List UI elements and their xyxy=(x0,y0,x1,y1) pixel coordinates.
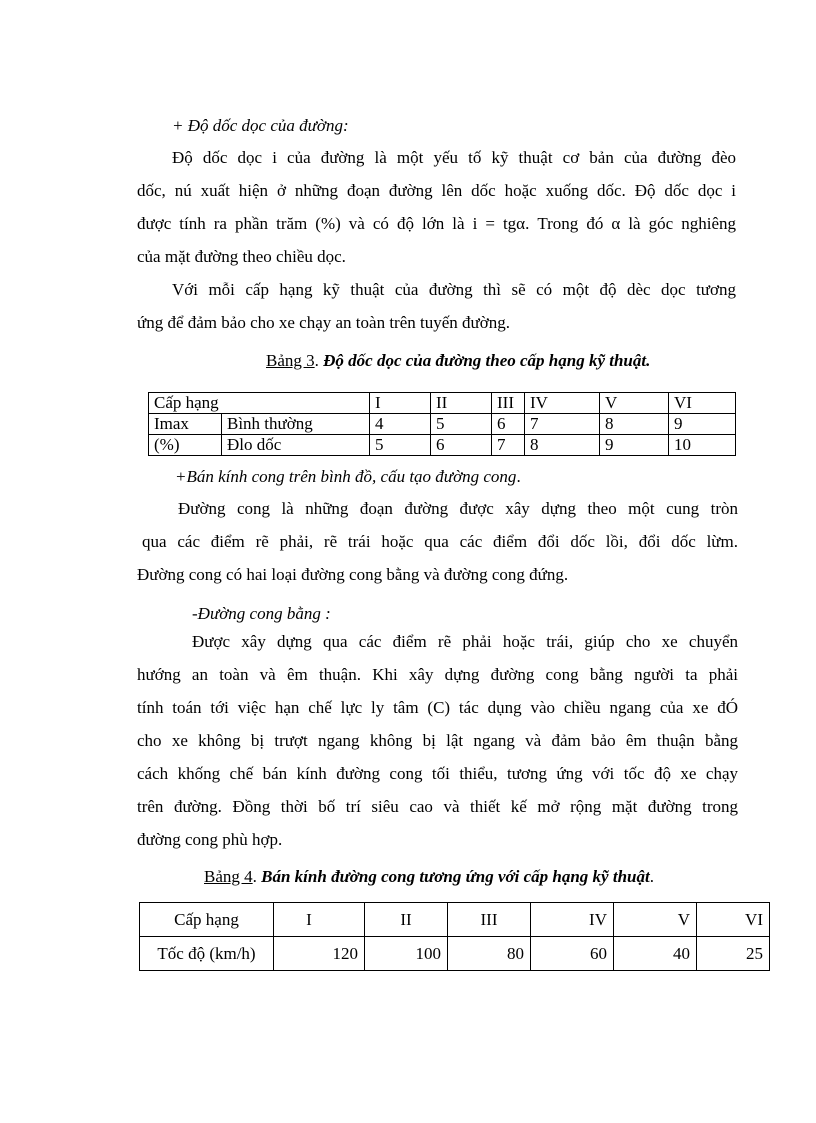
table-cell: 4 xyxy=(370,414,431,435)
paragraph-line: Với mỗi cấp hạng kỹ thuật của đường thì sẽ có một độ dèc dọc tương xyxy=(172,280,736,299)
table-header-cell: IV xyxy=(525,393,600,414)
table-row xyxy=(149,414,736,435)
table-cell: 60 xyxy=(531,937,614,971)
table-row xyxy=(149,435,736,456)
table-cell: 8 xyxy=(600,414,669,435)
table-cell: Đlo dốc xyxy=(222,435,370,456)
table-header-cell: III xyxy=(448,903,531,937)
table-cell: 6 xyxy=(431,435,492,456)
paragraph-line: qua các điểm rẽ phải, rẽ trái hoặc qua các điểm đổi dốc lồi, đổi dốc lừm. xyxy=(142,532,738,551)
paragraph-line: hướng an toàn và êm thuận. Khi xây dựng đường cong bằng người ta phải xyxy=(137,665,738,684)
section-heading-slope: + Độ dốc dọc của đường: xyxy=(172,116,349,135)
table-slope-by-grade xyxy=(148,392,736,456)
sub-heading-horizontal-curve: -Đường cong bằng : xyxy=(192,604,331,623)
paragraph-line: cách khống chế bán kính đường cong tối thiểu, tương ứng với tốc độ xe chạy xyxy=(137,764,738,783)
table-cell: 5 xyxy=(431,414,492,435)
table-cell: 10 xyxy=(669,435,736,456)
table-header-cell: VI xyxy=(669,393,736,414)
paragraph-line: trên đường. Đồng thời bố trí siêu cao và thiết kế mở rộng mặt đường trong xyxy=(137,797,738,816)
paragraph-line: Đường cong có hai loại đường cong bằng và đường cong đứng. xyxy=(137,565,569,584)
table4-title: Bán kính đường cong tương ứng với cấp hạng kỹ thuật xyxy=(261,867,650,886)
table3-label: Bảng 3 xyxy=(266,351,315,370)
section-heading-curve xyxy=(175,466,521,488)
table-header-cell: II xyxy=(431,393,492,414)
table-cell: 9 xyxy=(600,435,669,456)
table-header-cell: I xyxy=(274,903,365,937)
table-header-row xyxy=(149,393,736,414)
table-row xyxy=(140,937,770,971)
paragraph-line: tính toán tới việc hạn chế lực ly tâm (C) tác dụng vào chiều ngang của xe đÓ xyxy=(137,698,738,717)
table-header-cell: V xyxy=(600,393,669,414)
paragraph-line: dốc, nú xuất hiện ở những đoạn đường lên dốc hoặc xuống dốc. Độ dốc dọc i xyxy=(137,181,736,200)
section-heading-period: . xyxy=(516,467,521,486)
table-cell: 7 xyxy=(525,414,600,435)
table-header-cell: V xyxy=(614,903,697,937)
table-header-cell: Cấp hạng xyxy=(140,903,274,937)
table-header-cell: I xyxy=(370,393,431,414)
table-cell: 25 xyxy=(697,937,770,971)
paragraph-line: Đường cong là những đoạn đường được xây dựng theo một cung tròn xyxy=(178,499,738,518)
table-cell: 80 xyxy=(448,937,531,971)
table4-label: Bảng 4 xyxy=(204,867,253,886)
table-header-cell: Cấp hạng xyxy=(149,393,370,414)
table4-caption: Bảng 4. Bán kính đường cong tương ứng với cấp hạng kỹ thuật. xyxy=(204,867,654,886)
paragraph-line: được tính ra phần trăm (%) và có độ lớn là i = tgα. Trong đó α là góc nghiêng xyxy=(137,214,736,233)
table-cell: 120 xyxy=(274,937,365,971)
table-cell: 7 xyxy=(492,435,525,456)
table-cell: 9 xyxy=(669,414,736,435)
paragraph-line: Độ dốc dọc i của đường là một yếu tố kỹ thuật cơ bản của đường đèo xyxy=(172,148,736,167)
table-header-row xyxy=(140,903,770,937)
paragraph-line: đường cong phù hợp. xyxy=(137,830,283,849)
table-cell: Bình thường xyxy=(222,414,370,435)
table-header-cell: II xyxy=(365,903,448,937)
table-header-cell: IV xyxy=(531,903,614,937)
table-cell: Tốc độ (km/h) xyxy=(140,937,274,971)
section-heading-text: +Bán kính cong trên bình đồ, cấu tạo đường cong xyxy=(175,467,517,486)
table-cell: 100 xyxy=(365,937,448,971)
table-cell: 40 xyxy=(614,937,697,971)
table-header-cell: III xyxy=(492,393,525,414)
table-cell: 5 xyxy=(370,435,431,456)
paragraph-line: ứng để đảm bảo cho xe chạy an toàn trên tuyến đường. xyxy=(137,313,510,332)
table-cell: 8 xyxy=(525,435,600,456)
paragraph-line: cho xe không bị trượt ngang không bị lật ngang và đảm bảo êm thuận bằng xyxy=(137,731,738,750)
table-header-cell: VI xyxy=(697,903,770,937)
table3-title: Độ dốc dọc của đường theo cấp hạng kỹ thuật. xyxy=(323,351,651,370)
table-speed-by-grade xyxy=(139,902,770,971)
paragraph-line: của mặt đường theo chiều dọc. xyxy=(137,247,346,266)
table-cell: (%) xyxy=(149,435,222,456)
table3-caption: Bảng 3. Độ dốc dọc của đường theo cấp hạng kỹ thuật. xyxy=(266,351,651,370)
table-cell: Imax xyxy=(149,414,222,435)
table-cell: 6 xyxy=(492,414,525,435)
paragraph-line: Được xây dựng qua các điểm rẽ phải hoặc trái, giúp cho xe chuyển xyxy=(192,632,738,651)
table4-period: . xyxy=(649,867,654,886)
